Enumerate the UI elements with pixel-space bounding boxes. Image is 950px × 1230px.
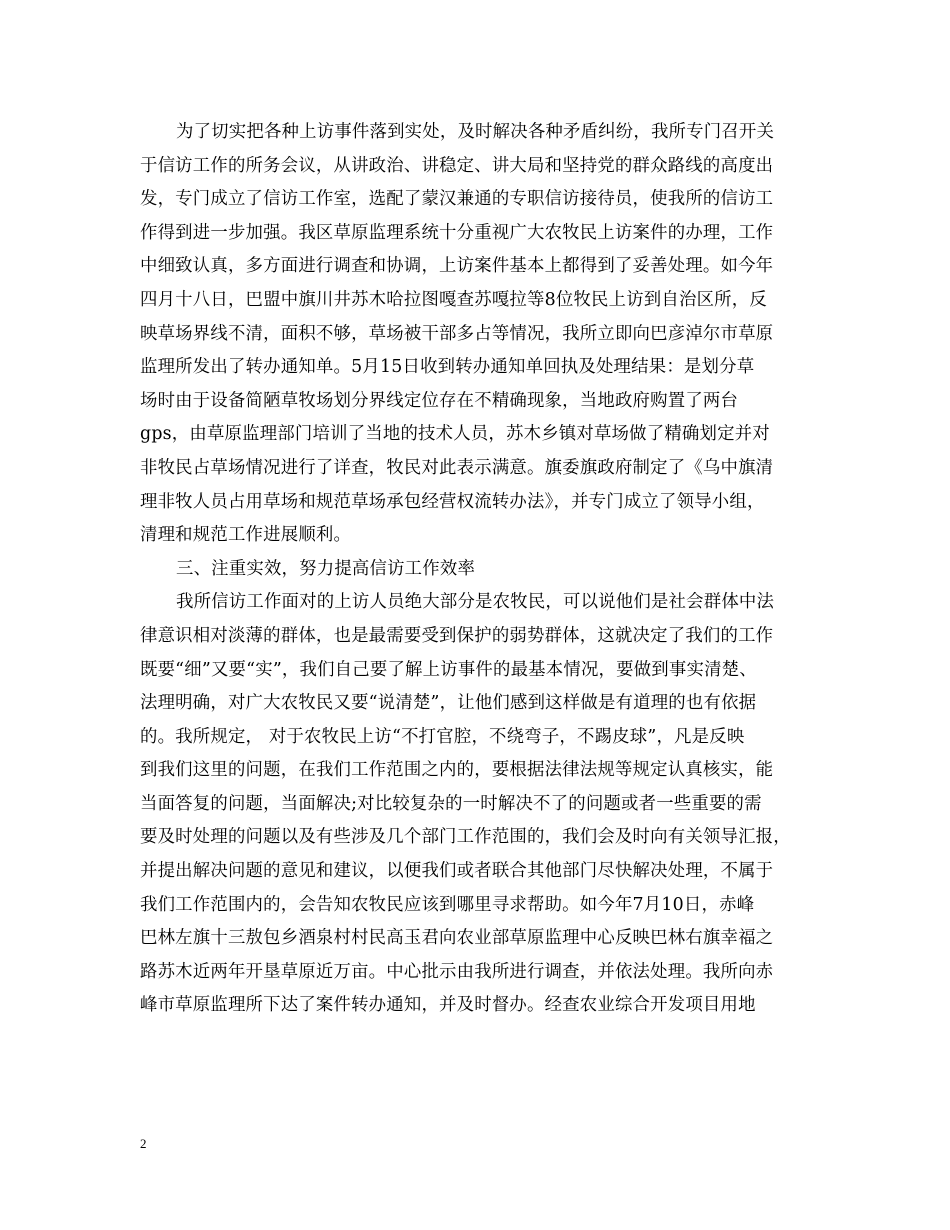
- paragraph-line: 清理和规范工作进展顺利。: [140, 525, 352, 546]
- paragraph-line: 监理所发出了转办通知单。5月15日收到转办通知单回执及处理结果：是划分草: [140, 357, 755, 378]
- paragraph-line: 理非牧人员占用草场和规范草场承包经营权流转办法》，并专门成立了领导小组，: [140, 491, 765, 512]
- paragraph-line: 场时由于设备简陋草牧场划分界线定位存在不精确现象，当地政府购置了两台: [140, 390, 739, 411]
- paragraph-line: 映草场界线不清，面积不够，草场被干部多占等情况，我所立即向巴彦淖尔市草原: [140, 323, 774, 344]
- paragraph-line: 作得到进一步加强。我区草原监理系统十分重视广大农牧民上访案件的办理，工作: [140, 222, 774, 243]
- paragraph-line: 发，专门成立了信访工作室，选配了蒙汉兼通的专职信访接待员，使我所的信访工: [140, 189, 774, 210]
- paragraph-line: 中细致认真，多方面进行调查和协调，上访案件基本上都得到了妥善处理。如今年: [140, 256, 774, 277]
- paragraph-line: 为了切实把各种上访事件落到实处，及时解决各种矛盾纠纷，我所专门召开关: [176, 122, 775, 142]
- paragraph-line: gps，由草原监理部门培训了当地的技术人员，苏木乡镇对草场做了精确划定并对: [140, 424, 770, 445]
- paragraph-line: 我所信访工作面对的上访人员绝大部分是农牧民，可以说他们是社会群体中法: [176, 592, 775, 613]
- paragraph-line: 既要“细”又要“实”，我们自己要了解上访事件的最基本情况，要做到事实清楚、: [140, 659, 757, 680]
- page-number: 2: [140, 1136, 147, 1151]
- paragraph-line: 当面答复的问题，当面解决;对比较复杂的一时解决不了的问题或者一些重要的需: [140, 793, 762, 814]
- paragraph-line: 巴林左旗十三敖包乡酒泉村村民高玉君向农业部草原监理中心反映巴林右旗幸福之: [140, 928, 774, 949]
- paragraph-line: 我们工作范围内的，会告知农牧民应该到哪里寻求帮助。如今年7月10日，赤峰: [140, 894, 755, 915]
- paragraph-line: 律意识相对淡薄的群体，也是最需要受到保护的弱势群体，这就决定了我们的工作: [140, 625, 774, 646]
- paragraph-line: 法理明确，对广大农牧民又要“说清楚”，让他们感到这样做是有道理的也有依据: [140, 693, 757, 714]
- paragraph-line: 四月十八日，巴盟中旗川井苏木哈拉图嘎查苏嘎拉等8位牧民上访到自治区所，反: [140, 289, 767, 310]
- paragraph-line: 非牧民占草场情况进行了详查，牧民对此表示满意。旗委旗政府制定了《乌中旗清: [140, 457, 774, 478]
- section-heading: 三、注重实效，努力提高信访工作效率: [176, 558, 476, 579]
- paragraph-line: 的。我所规定， 对于农牧民上访“不打官腔，不绕弯子，不踢皮球”，凡是反映: [140, 726, 745, 747]
- paragraph-line: 路苏木近两年开垦草原近万亩。中心批示由我所进行调查，并依法处理。我所向赤: [140, 961, 774, 982]
- body-text: [140, 116, 820, 1023]
- paragraph-line: 于信访工作的所务会议，从讲政治、讲稳定、讲大局和坚持党的群众路线的高度出: [140, 155, 774, 176]
- paragraph-line: 要及时处理的问题以及有些涉及几个部门工作范围的，我们会及时向有关领导汇报，: [140, 827, 791, 848]
- paragraph-line: 并提出解决问题的意见和建议，以便我们或者联合其他部门尽快解决处理，不属于: [140, 861, 774, 882]
- paragraph-line: 到我们这里的问题，在我们工作范围之内的，要根据法律法规等规定认真核实，能: [140, 760, 774, 781]
- paragraph-line: 峰市草原监理所下达了案件转办通知，并及时督办。经查农业综合开发项目用地: [140, 995, 756, 1016]
